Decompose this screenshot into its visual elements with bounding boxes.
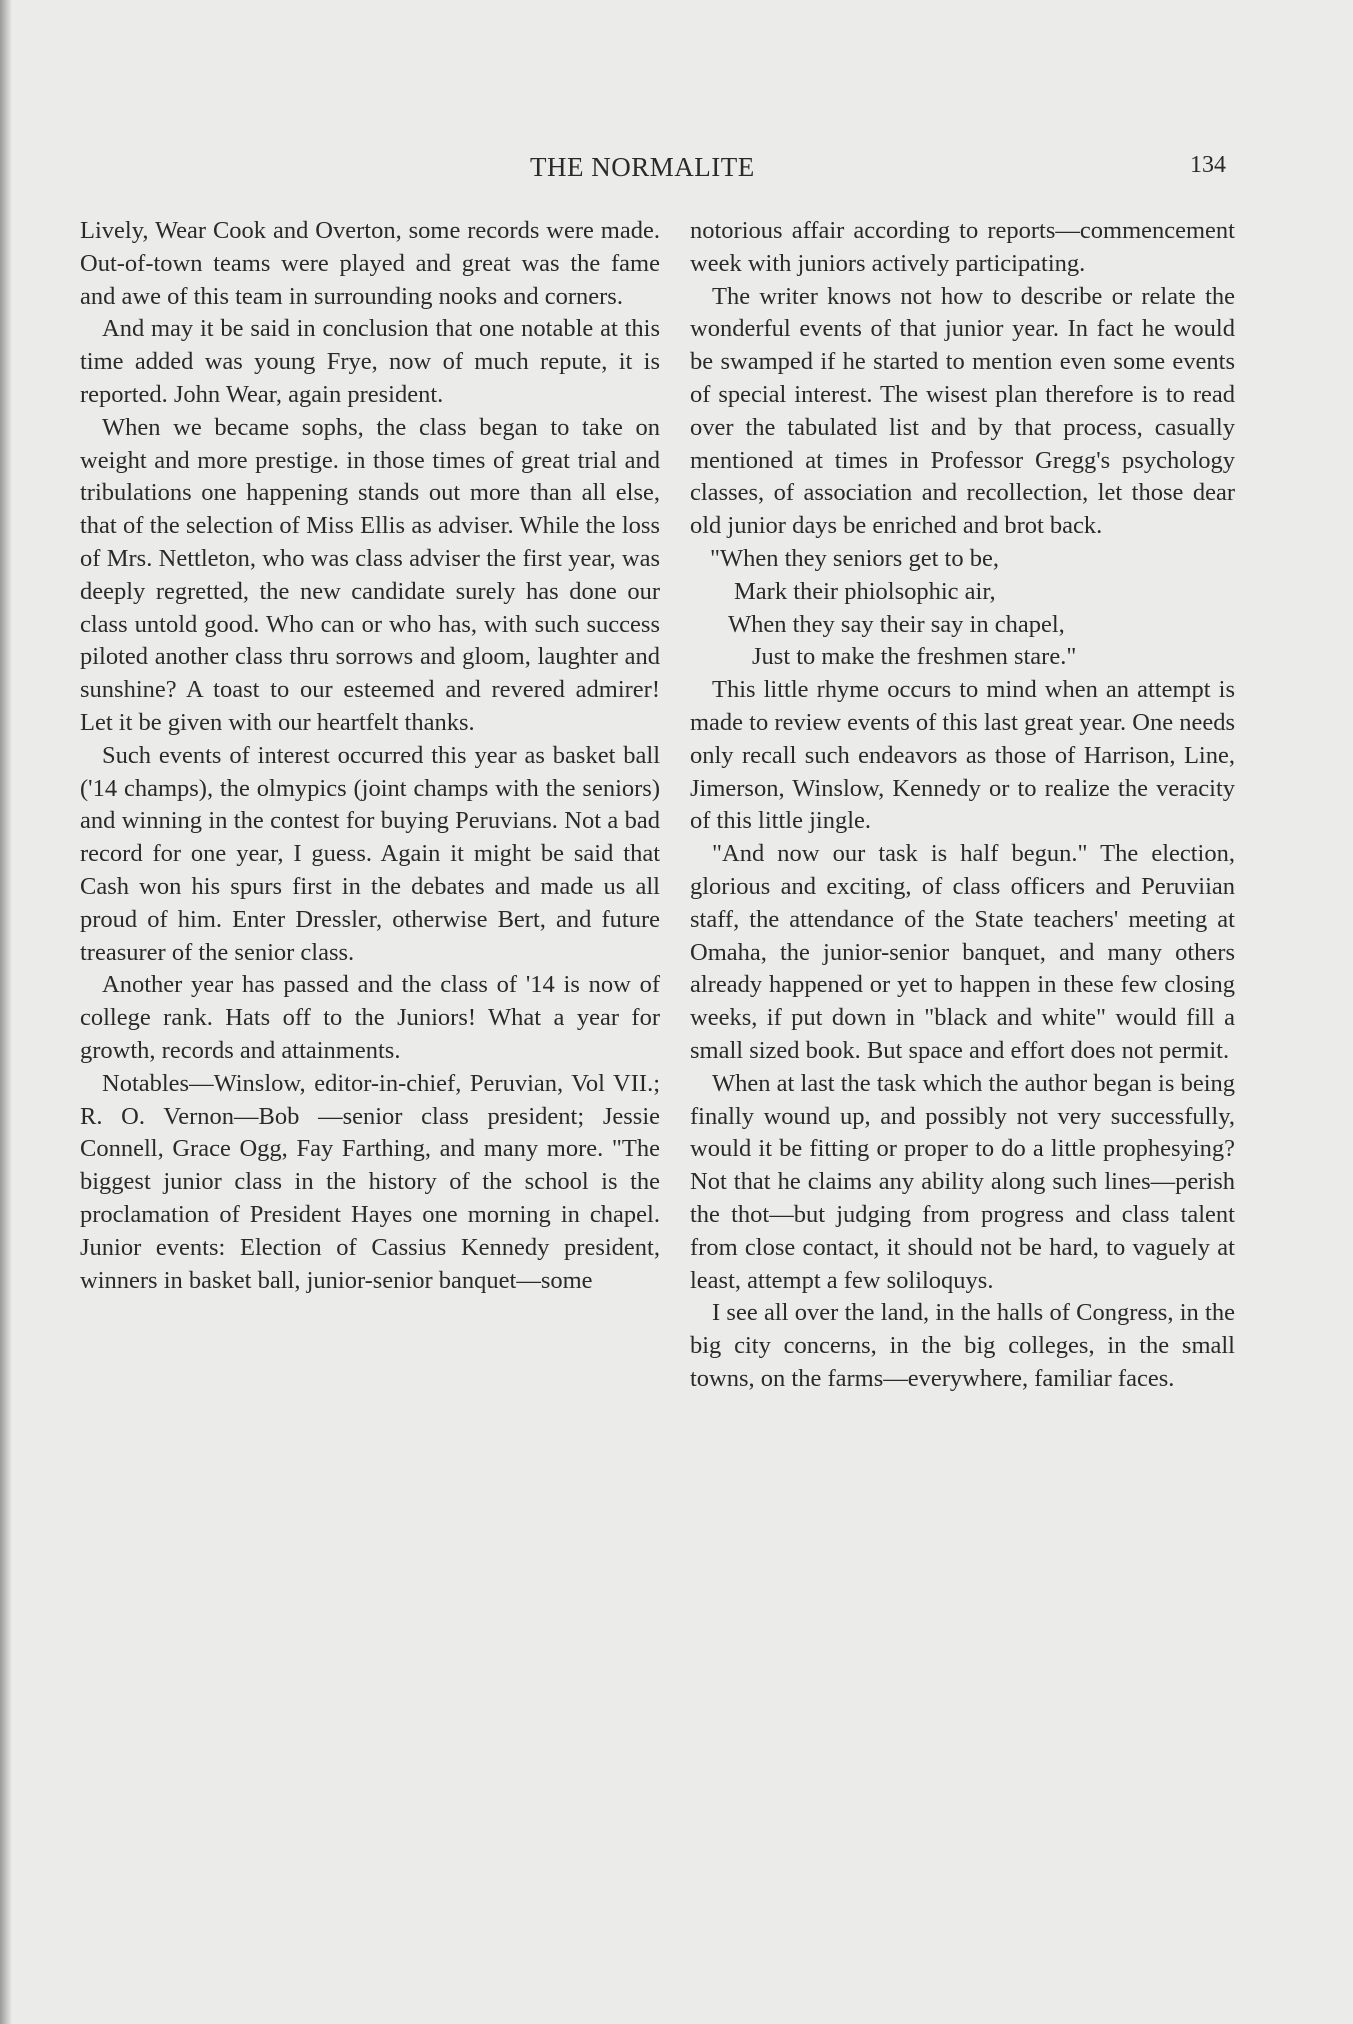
rhyme-verse: [690, 543, 1235, 674]
running-title: THE NORMALITE: [530, 152, 755, 182]
paragraph: When at last the task which the author began is being finally wound up, and possibly not very successfully, would it be fitting or proper to do a little prophesying? Not that he claims any ability along such lines—perish the thot—but judging from progress and class talent from close contact, it should not be hard, to vaguely at least, attempt a few soliloquys.: [690, 1069, 1235, 1294]
verse-line: "When they seniors get to be,: [710, 544, 999, 572]
page-header: [0, 152, 1353, 192]
paragraph: And may it be said in conclusion that one notable at this time added was young Frye, now of much repute, it is reported. John Wear, again president.: [80, 315, 660, 408]
verse-line: When they say their say in chapel,: [728, 610, 1065, 638]
paragraph: Such events of interest occurred this year as basket ball ('14 champs), the olmypics (joint champs with the seniors) and winning in the contest for buying Peruvians. Not a bad record for one year, I guess. Again it might be said that Cash won his spurs first in the debates and made us all proud of him. Enter Dressler, otherwise Bert, and future treasurer of the senior class.: [80, 741, 660, 966]
paragraph: notorious affair according to reports—commencement week with juniors actively participating.: [690, 217, 1235, 277]
page-number: 134: [1190, 152, 1226, 178]
paragraph: When we became sophs, the class began to take on weight and more prestige. in those times of great trial and tribulations one happening stands out more than all else, that of the selection of Miss Ellis as adviser. While the loss of Mrs. Nettleton, who was class adviser the first year, was deeply regretted, the new candidate surely has done our class untold good. Who can or who has, with such success piloted another class thru sorrows and gloom, laughter and sunshine? A toast to our esteemed and revered admirer! Let it be given with our heartfelt thanks.: [80, 413, 660, 736]
verse-line: Just to make the freshmen stare.": [752, 643, 1077, 671]
paragraph: Another year has passed and the class of '14 is now of college rank. Hats off to the Juniors! What a year for growth, records and attainments.: [80, 971, 660, 1064]
paragraph: Notables—Winslow, editor-in-chief, Peruvian, Vol VII.; R. O. Vernon—Bob —senior class president; Jessie Connell, Grace Ogg, Fay Farthing, and many more. "The biggest junior class in the history of the school is the proclamation of President Hayes one morning in chapel. Junior events: Election of Cassius Kennedy president, winners in basket ball, junior-senior banquet—some: [80, 1069, 660, 1294]
verse-line: Mark their phiolsophic air,: [734, 577, 996, 605]
page-edge-shadow: [0, 0, 12, 2024]
paragraph: Lively, Wear Cook and Overton, some records were made. Out-of-town teams were played and great was the fame and awe of this team in surrounding nooks and corners.: [80, 217, 660, 310]
paragraph: The writer knows not how to describe or relate the wonderful events of that junior year. In fact he would be swamped if he started to mention even some events of special interest. The wisest plan therefore is to read over the tabulated list and by that process, casually mentioned at times in Professor Gregg's psychology classes, of association and recollection, let those dear old junior days be enriched and brot back.: [690, 282, 1235, 540]
right-column: [690, 215, 1235, 1396]
paragraph: "And now our task is half begun." The election, glorious and exciting, of class officers and Peruviian staff, the attendance of the State teachers' meeting at Omaha, the junior-senior banquet, and many others already happened or yet to happen in these few closing weeks, if put down in "black and white" would fill a small sized book. But space and effort does not permit.: [690, 840, 1235, 1064]
paragraph: This little rhyme occurs to mind when an attempt is made to review events of this last great year. One needs only recall such endeavors as those of Harrison, Line, Jimerson, Winslow, Kennedy or to realize the veracity of this little jingle.: [690, 676, 1235, 835]
paragraph: I see all over the land, in the halls of Congress, in the big city concerns, in the big colleges, in the small towns, on the farms—everywhere, familiar faces.: [690, 1299, 1235, 1392]
left-column: [80, 215, 660, 1297]
